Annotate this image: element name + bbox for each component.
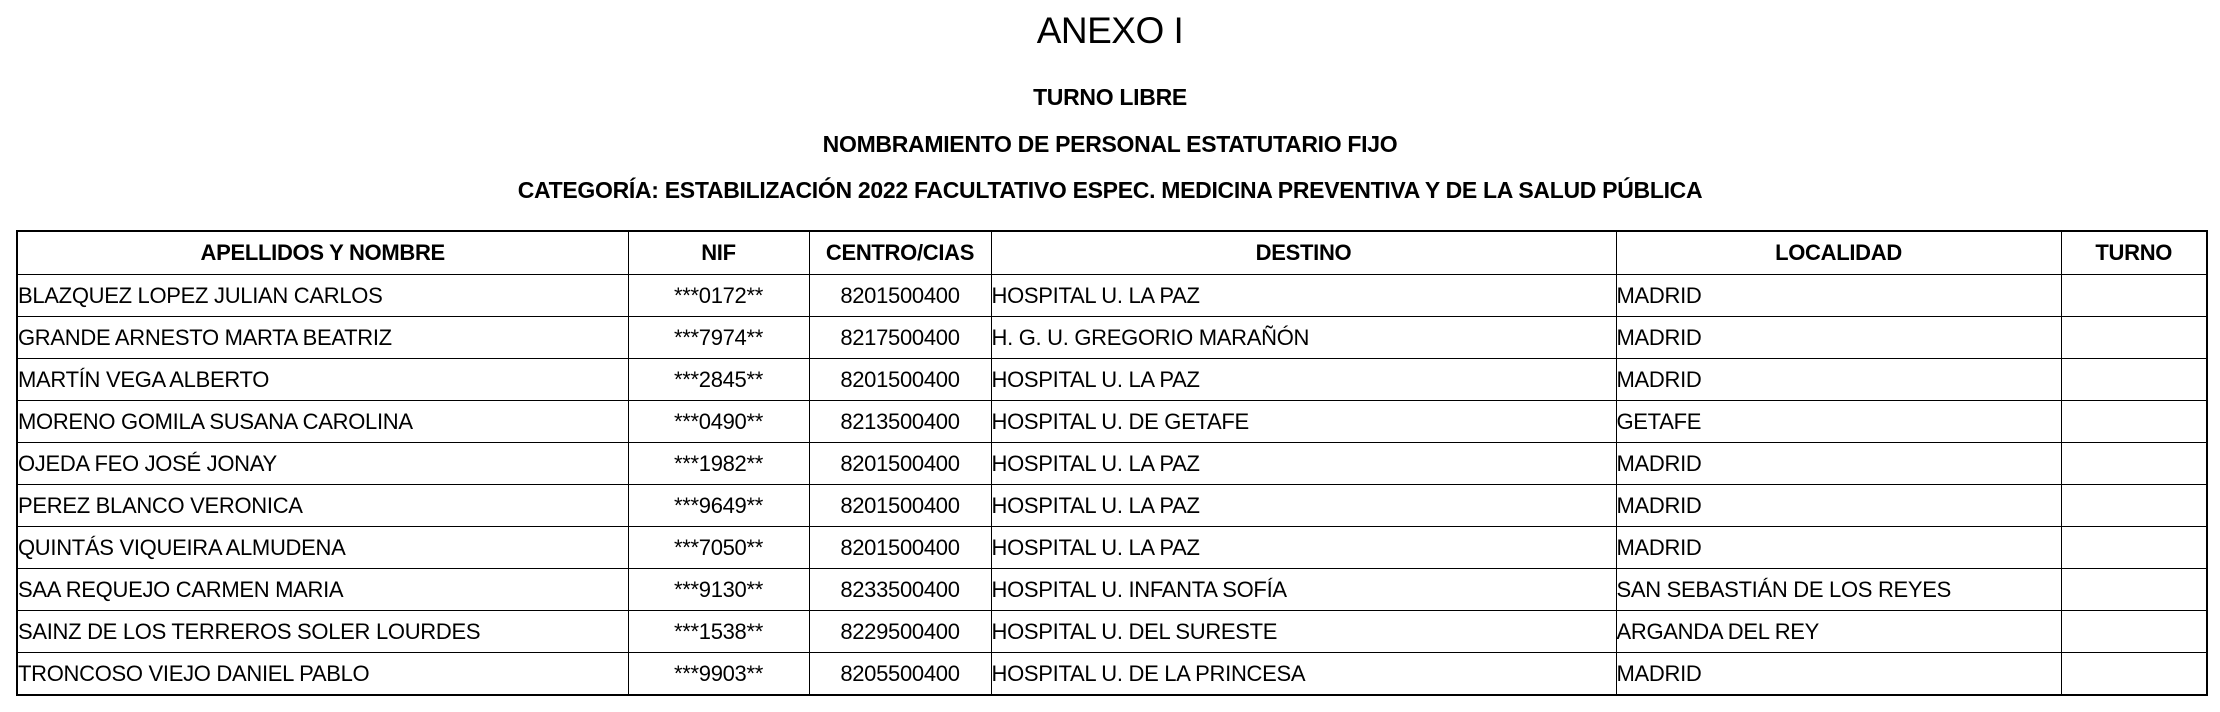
cell-destino: HOSPITAL U. LA PAZ bbox=[991, 275, 1616, 317]
turno-heading: TURNO LIBRE bbox=[1033, 84, 1187, 110]
cell-localidad: MADRID bbox=[1616, 359, 2061, 401]
cell-nombre: TRONCOSO VIEJO DANIEL PABLO bbox=[17, 653, 628, 696]
table-row bbox=[17, 275, 2207, 317]
cell-nif: ***2845** bbox=[628, 359, 809, 401]
cell-nif: ***0490** bbox=[628, 401, 809, 443]
cell-centro: 8201500400 bbox=[809, 485, 991, 527]
table-row bbox=[17, 569, 2207, 611]
cell-centro: 8201500400 bbox=[809, 527, 991, 569]
cell-turno bbox=[2061, 317, 2207, 359]
cell-nif: ***1538** bbox=[628, 611, 809, 653]
table-row bbox=[17, 653, 2207, 696]
cell-nif: ***7974** bbox=[628, 317, 809, 359]
cell-nombre: OJEDA FEO JOSÉ JONAY bbox=[17, 443, 628, 485]
cell-nombre: MARTÍN VEGA ALBERTO bbox=[17, 359, 628, 401]
table-row bbox=[17, 611, 2207, 653]
column-header-apellidos-nombre: APELLIDOS Y NOMBRE bbox=[17, 231, 628, 275]
cell-turno bbox=[2061, 653, 2207, 696]
cell-centro: 8201500400 bbox=[809, 275, 991, 317]
cell-turno bbox=[2061, 275, 2207, 317]
cell-destino: HOSPITAL U. LA PAZ bbox=[991, 485, 1616, 527]
cell-nif: ***0172** bbox=[628, 275, 809, 317]
cell-localidad: MADRID bbox=[1616, 485, 2061, 527]
column-header-centro-cias: CENTRO/CIAS bbox=[809, 231, 991, 275]
table-header-row bbox=[17, 231, 2207, 275]
cell-nif: ***1982** bbox=[628, 443, 809, 485]
cell-centro: 8213500400 bbox=[809, 401, 991, 443]
page-title: ANEXO I bbox=[1036, 10, 1184, 51]
cell-localidad: SAN SEBASTIÁN DE LOS REYES bbox=[1616, 569, 2061, 611]
cell-destino: HOSPITAL U. LA PAZ bbox=[991, 527, 1616, 569]
table-row bbox=[17, 317, 2207, 359]
table-row bbox=[17, 401, 2207, 443]
cell-turno bbox=[2061, 485, 2207, 527]
cell-centro: 8217500400 bbox=[809, 317, 991, 359]
table-row bbox=[17, 485, 2207, 527]
cell-centro: 8229500400 bbox=[809, 611, 991, 653]
cell-turno bbox=[2061, 401, 2207, 443]
table-row bbox=[17, 359, 2207, 401]
cell-localidad: ARGANDA DEL REY bbox=[1616, 611, 2061, 653]
cell-destino: HOSPITAL U. DE LA PRINCESA bbox=[991, 653, 1616, 696]
column-header-nif: NIF bbox=[628, 231, 809, 275]
cell-turno bbox=[2061, 569, 2207, 611]
cell-destino: HOSPITAL U. DEL SURESTE bbox=[991, 611, 1616, 653]
table-row bbox=[17, 443, 2207, 485]
cell-nif: ***9130** bbox=[628, 569, 809, 611]
cell-nif: ***9649** bbox=[628, 485, 809, 527]
cell-localidad: MADRID bbox=[1616, 317, 2061, 359]
cell-localidad: MADRID bbox=[1616, 527, 2061, 569]
cell-turno bbox=[2061, 527, 2207, 569]
cell-turno bbox=[2061, 443, 2207, 485]
cell-centro: 8201500400 bbox=[809, 443, 991, 485]
cell-nombre: QUINTÁS VIQUEIRA ALMUDENA bbox=[17, 527, 628, 569]
cell-destino: HOSPITAL U. LA PAZ bbox=[991, 359, 1616, 401]
cell-localidad: MADRID bbox=[1616, 275, 2061, 317]
personnel-table bbox=[16, 230, 2208, 696]
cell-nombre: GRANDE ARNESTO MARTA BEATRIZ bbox=[17, 317, 628, 359]
cell-destino: HOSPITAL U. INFANTA SOFÍA bbox=[991, 569, 1616, 611]
cell-localidad: MADRID bbox=[1616, 443, 2061, 485]
cell-nif: ***7050** bbox=[628, 527, 809, 569]
column-header-turno: TURNO bbox=[2061, 231, 2207, 275]
cell-nombre: SAA REQUEJO CARMEN MARIA bbox=[17, 569, 628, 611]
cell-localidad: GETAFE bbox=[1616, 401, 2061, 443]
nombramiento-heading: NOMBRAMIENTO DE PERSONAL ESTATUTARIO FIJO bbox=[822, 131, 1398, 157]
cell-destino: HOSPITAL U. DE GETAFE bbox=[991, 401, 1616, 443]
cell-destino: H. G. U. GREGORIO MARAÑÓN bbox=[991, 317, 1616, 359]
column-header-destino: DESTINO bbox=[991, 231, 1616, 275]
table-row bbox=[17, 527, 2207, 569]
column-header-localidad: LOCALIDAD bbox=[1616, 231, 2061, 275]
cell-nif: ***9903** bbox=[628, 653, 809, 696]
cell-destino: HOSPITAL U. LA PAZ bbox=[991, 443, 1616, 485]
cell-nombre: PEREZ BLANCO VERONICA bbox=[17, 485, 628, 527]
cell-nombre: BLAZQUEZ LOPEZ JULIAN CARLOS bbox=[17, 275, 628, 317]
cell-turno bbox=[2061, 611, 2207, 653]
cell-centro: 8201500400 bbox=[809, 359, 991, 401]
cell-nombre: SAINZ DE LOS TERREROS SOLER LOURDES bbox=[17, 611, 628, 653]
categoria-heading: CATEGORÍA: ESTABILIZACIÓN 2022 FACULTATIVO ESPEC. MEDICINA PREVENTIVA Y DE LA SALUD PÚBLICA bbox=[517, 177, 1703, 203]
cell-turno bbox=[2061, 359, 2207, 401]
cell-nombre: MORENO GOMILA SUSANA CAROLINA bbox=[17, 401, 628, 443]
cell-centro: 8205500400 bbox=[809, 653, 991, 696]
cell-centro: 8233500400 bbox=[809, 569, 991, 611]
cell-localidad: MADRID bbox=[1616, 653, 2061, 696]
